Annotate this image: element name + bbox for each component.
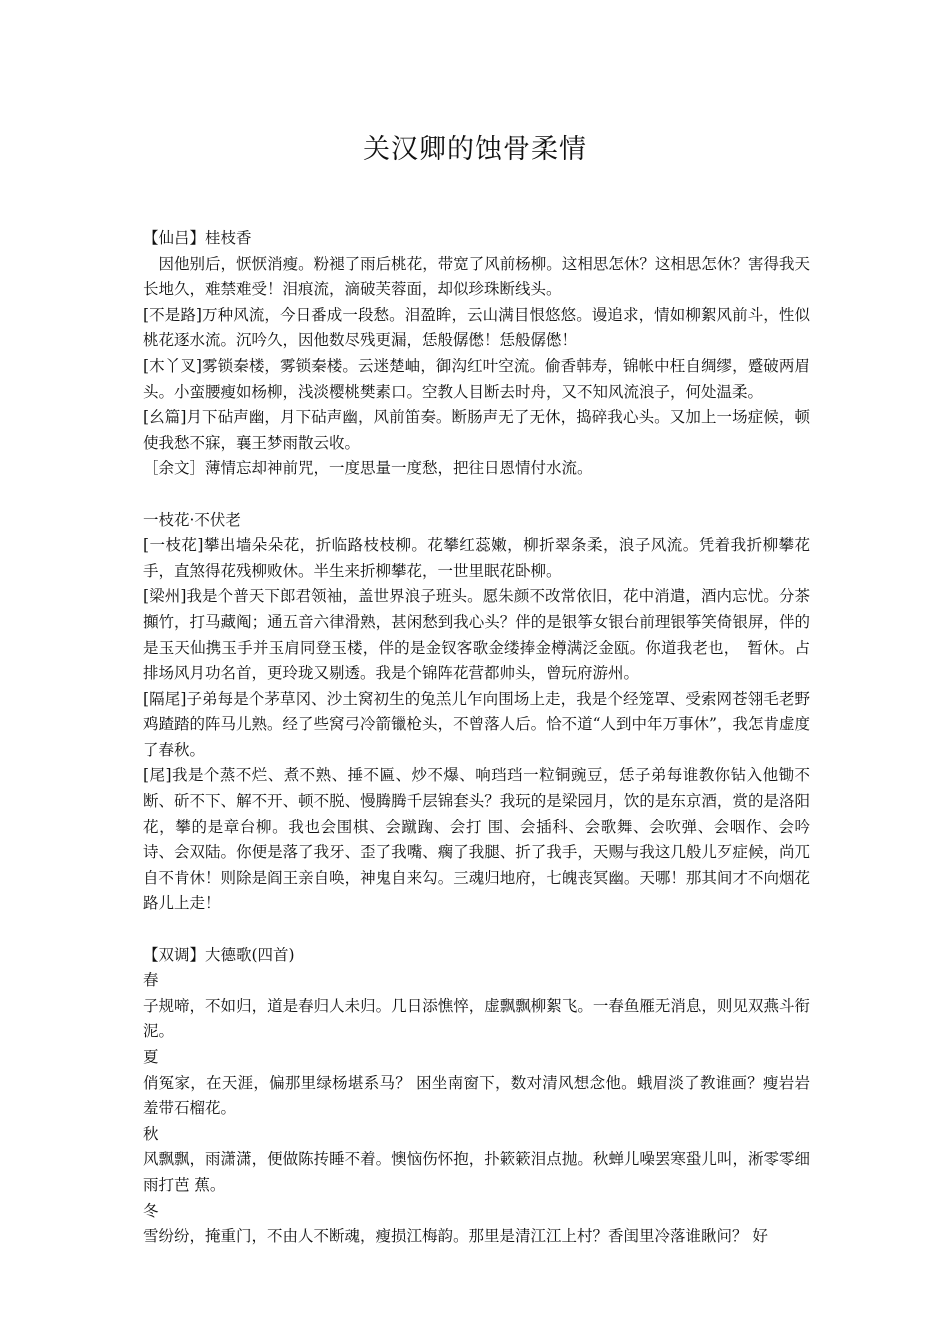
poem-subtitle-summer: 夏 xyxy=(143,1048,159,1066)
paragraph: [梁州]我是个普天下郎君领袖，盖世界浪子班头。愿朱颜不改常依旧，花中消遣，酒内忘忧。分茶攧竹，打马藏阄；通五音六律滑熟，甚闲愁到我心头？伴的是银筝女银台前理银筝笑倚银屏，伴的是玉天仙携玉手并玉肩同登玉楼，伴的是金钗客歌金缕捧金樽满泛金瓯。你道我老也， 暂休。占排场风月功名首，更玲珑又剔透。我是个锦阵花营都帅头，曾玩府游州。 xyxy=(143,587,810,683)
page-title: 关汉卿的蚀骨柔情 xyxy=(363,134,587,165)
paragraph: [幺篇]月下砧声幽，月下砧声幽，风前笛奏。断肠声无了无休，捣碎我心头。又加上一场症候，顿使我愁不寐，襄王梦雨散云收。 xyxy=(143,408,810,452)
poem-subtitle-spring: 春 xyxy=(143,971,159,990)
poem-subtitle-autumn: 秋 xyxy=(143,1124,159,1143)
poem-subtitle-winter: 冬 xyxy=(143,1201,159,1220)
paragraph: [一枝花]攀出墙朵朵花，折临路枝枝柳。花攀红蕊嫩，柳折翠条柔，浪子风流。凭着我折柳攀花手，直煞得花残柳败休。半生来折柳攀花，一世里眠花卧柳。 xyxy=(143,536,810,580)
paragraph: 子规啼，不如归，道是春归人未归。几日添憔悴，虚飘飘柳絮飞。一春鱼雁无消息，则见双燕斗衔泥。 xyxy=(143,996,810,1041)
paragraph: 雪纷纷，掩重门，不由人不断魂，瘦损江梅韵。那里是清江江上村？香闺里冷落谁瞅问？ 好 xyxy=(143,1227,768,1246)
paragraph: [隔尾]子弟每是个茅草冈、沙土窝初生的兔羔儿乍向围场上走，我是个经笼罩、受索网苍翎毛老野鸡蹅踏的阵马儿熟。经了些窝弓冷箭镴枪头，不曾落人后。恰不道“人到中年万事休”，我怎肯虚度了春秋。 xyxy=(143,689,810,759)
blank-line xyxy=(143,917,810,943)
section-heading-bufulao: 一枝花·不伏老 xyxy=(143,510,241,529)
section-heading-guizhixiang: 【仙吕】桂枝香 xyxy=(143,229,252,247)
paragraph: [木丫叉]雾锁秦楼，雾锁秦楼。云迷楚岫，御沟红叶空流。偷香韩寿，锦帐中枉自绸缪，蹙破两眉头。小蛮腰瘦如杨柳，浅淡樱桃樊素口。空教人目断去时舟，又不知风流浪子，何处温柔。 xyxy=(143,356,810,401)
paragraph: 风飘飘，雨潇潇，便做陈抟睡不着。懊恼伤怀抱，扑簌簌泪点抛。秋蝉儿噪罢寒蛩儿叫，淅零零细雨打芭 蕉。 xyxy=(143,1150,810,1194)
blank-line xyxy=(143,482,810,508)
paragraph: [尾]我是个蒸不烂、煮不熟、捶不匾、炒不爆、响珰珰一粒铜豌豆，恁子弟每谁教你钻入他锄不断、斫不下、解不开、顿不脱、慢腾腾千层锦套头？我玩的是梁园月，饮的是东京酒，赏的是洛阳花，攀的是章台柳。我也会围棋、会蹴踘、会打 围、会插科、会歌舞、会吹弹、会咽作、会吟诗、会双陆。你便是落了我牙、歪了我嘴、瘸了我腿、折了我手，天赐与我这几般儿歹症候，尚兀自不肯休！则除是阎王亲自唤，神鬼自来勾。三魂归地府，七魄丧冥幽。天哪！那其间才不向烟花路儿上走！ xyxy=(143,766,810,913)
section-heading-dadege: 【双调】大德歌(四首) xyxy=(143,945,295,964)
paragraph: 因他别后，恹恹消瘦。粉褪了雨后桃花，带宽了风前杨柳。这相思怎休？这相思怎休？害得我天长地久，难禁难受！泪痕流，滴破芙蓉面，却似珍珠断线头。 xyxy=(143,254,810,299)
paragraph: ［余文］薄情忘却神前咒，一度思量一度愁，把往日恩情付水流。 xyxy=(143,459,593,478)
document-body xyxy=(143,226,810,1250)
paragraph: 俏冤家，在天涯，偏那里绿杨堪系马？ 困坐南窗下，数对清风想念他。蛾眉淡了教谁画？瘦岩岩羞带石榴花。 xyxy=(143,1073,810,1118)
paragraph: [不是路]万种风流，今日番成一段愁。泪盈眸，云山满目恨悠悠。谩追求，情如柳絮风前斗，性似桃花逐水流。沉吟久，因他数尽残更漏，恁般僝僽！恁般僝僽！ xyxy=(143,305,810,350)
